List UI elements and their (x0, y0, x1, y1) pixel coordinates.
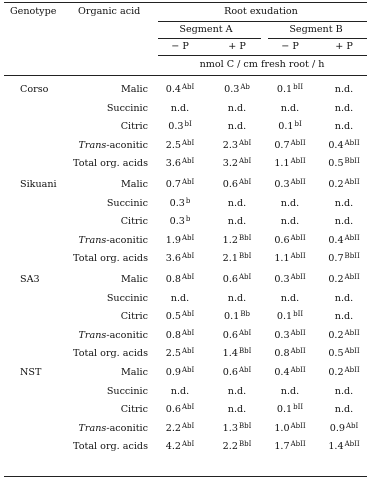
exudation-value-cell (223, 275, 252, 285)
exudation-value-cell (274, 349, 305, 359)
significance-letters: bII (293, 310, 304, 318)
organic-acid-name: Citric (120, 311, 148, 322)
exudation-value-cell (170, 217, 191, 227)
exudation-value-cell (165, 233, 195, 246)
significance-letters: bI (184, 120, 192, 128)
exudation-value-cell (281, 294, 299, 304)
exudation-value: 0.4 (328, 234, 344, 246)
exudation-value-cell (171, 294, 189, 304)
exudation-value: 0.5 (328, 348, 344, 359)
exudation-value: 0.6 (274, 234, 290, 246)
header-segment-b: Segment B (289, 24, 343, 35)
exudation-value: n.d. (334, 385, 354, 397)
organic-acid-name: -aconitic (106, 234, 148, 246)
significance-letters: AbII (344, 347, 360, 355)
exudation-value-cell (228, 294, 246, 304)
exudation-value-cell (166, 275, 195, 285)
organic-acid-italic-part: Trans (78, 329, 107, 341)
exudation-value-cell (222, 138, 252, 151)
exudation-value-cell (222, 233, 252, 246)
significance-letters: b (185, 196, 191, 205)
exudation-value: n.d. (334, 121, 354, 132)
exudation-value-cell (328, 180, 359, 190)
exudation-value: n.d. (334, 102, 354, 114)
significance-letters: AbI (238, 138, 252, 147)
exudation-value: 1.4 (222, 348, 238, 359)
exudation-value-cell (166, 312, 195, 322)
exudation-value: n.d. (227, 197, 247, 209)
exudation-value-cell (223, 180, 252, 190)
significance-letters: AbI (181, 421, 195, 430)
genotype-label: NST (20, 367, 42, 378)
exudation-value: n.d. (227, 404, 247, 415)
exudation-value: 0.2 (328, 367, 344, 378)
significance-letters: AbI (181, 178, 195, 186)
significance-letters: bII (293, 83, 304, 91)
bottom-rule (4, 476, 367, 477)
exudation-value-cell (228, 122, 246, 132)
significance-letters: AbII (290, 157, 306, 165)
exudation-value-cell (274, 233, 306, 246)
significance-letters: BbII (344, 157, 360, 165)
organic-acid-label (73, 159, 148, 169)
exudation-value: 0.2 (328, 274, 344, 285)
significance-letters: AbI (181, 403, 195, 411)
significance-letters: Ab (240, 83, 250, 91)
exudation-value-cell (328, 275, 359, 285)
significance-letters: AbII (290, 178, 306, 186)
exudation-value: 0.3 (274, 274, 290, 285)
significance-letters: AbII (344, 366, 360, 374)
exudation-value: n.d. (334, 311, 354, 322)
segment-b-underline (268, 38, 367, 39)
organic-acid-name: Succinic (106, 385, 148, 397)
exudation-value: 0.5 (165, 311, 181, 322)
exudation-value-cell (171, 104, 189, 114)
header-genotype: Genotype (10, 6, 57, 17)
exudation-value: 4.2 (165, 441, 181, 452)
exudation-value: 1.9 (165, 234, 181, 246)
exudation-value-cell (274, 442, 305, 452)
header-segment-a: Segment A (179, 24, 233, 35)
significance-letters: AbII (290, 252, 306, 260)
exudation-value-cell (223, 349, 252, 359)
organic-acid-italic-part: Trans (78, 139, 107, 151)
exudation-value: 0.6 (222, 329, 238, 341)
significance-letters: AbII (344, 138, 360, 147)
exudation-value-cell (328, 442, 359, 452)
organic-acid-name: -aconitic (106, 422, 148, 434)
exudation-value: 1.1 (274, 253, 290, 264)
significance-letters: AbII (344, 273, 360, 281)
exudation-value-cell (228, 387, 246, 397)
significance-letters: b (185, 215, 191, 223)
significance-letters: AbI (238, 178, 252, 186)
exudation-value: 2.2 (165, 422, 181, 434)
organic-acid-name: Total org. acids (73, 348, 148, 359)
exudation-value: 0.4 (328, 139, 344, 151)
significance-letters: AbI (345, 421, 359, 430)
significance-letters: BbI (238, 440, 252, 448)
header-condition: + P (335, 41, 353, 52)
exudation-value-cell (328, 349, 359, 359)
exudation-value: 0.7 (274, 139, 290, 151)
exudation-value-cell (223, 159, 252, 169)
organic-acid-italic-part: Trans (78, 234, 107, 246)
significance-letters: AbII (344, 440, 360, 448)
organic-acid-name: Succinic (106, 292, 148, 304)
exudation-value: n.d. (280, 216, 300, 227)
organic-acid-label (121, 405, 148, 415)
exudation-value: 3.6 (165, 158, 181, 169)
organic-acid-name: Malic (120, 367, 148, 378)
exudation-value-cell (166, 349, 195, 359)
exudation-value-cell (166, 405, 195, 415)
exudation-value-cell (166, 180, 195, 190)
exudation-value-cell (274, 254, 305, 264)
significance-letters: AbII (290, 138, 306, 147)
exudation-value: n.d. (280, 197, 300, 209)
organic-acid-label (73, 254, 148, 264)
genotype-label: Corso (20, 84, 49, 95)
significance-letters: AbI (181, 328, 195, 337)
exudation-value: 0.2 (328, 329, 344, 341)
exudation-value: 0.5 (328, 158, 344, 169)
significance-letters: BbI (238, 347, 252, 355)
significance-letters: AbII (290, 347, 306, 355)
exudation-value-cell (274, 421, 306, 434)
exudation-value-cell (277, 405, 303, 415)
exudation-value-cell (223, 368, 252, 378)
exudation-value: 0.2 (328, 179, 344, 190)
exudation-value: 2.2 (222, 441, 238, 452)
exudation-value-cell (222, 328, 252, 341)
organic-acid-name: Total org. acids (73, 253, 148, 264)
header-condition: + P (228, 41, 246, 52)
organic-acid-label (79, 331, 148, 341)
exudation-value: 0.3 (224, 84, 240, 95)
organic-acid-label (107, 294, 148, 304)
organic-acid-label (79, 236, 148, 246)
exudation-value-cell (169, 196, 191, 209)
significance-letters: AbI (238, 273, 252, 281)
organic-acid-label (107, 387, 148, 397)
exudation-value-cell (274, 275, 305, 285)
exudation-value: n.d. (227, 102, 247, 114)
exudation-value-cell (277, 312, 303, 322)
exudation-value: n.d. (334, 404, 354, 415)
significance-letters: AbI (181, 138, 195, 147)
organic-acid-name: Total org. acids (73, 158, 148, 169)
exudation-value-cell (328, 368, 359, 378)
organic-acid-name: Succinic (106, 197, 148, 209)
significance-letters: AbII (344, 233, 360, 242)
exudation-value: 0.4 (274, 367, 290, 378)
exudation-value: n.d. (334, 84, 354, 95)
exudation-value: 2.1 (222, 253, 238, 264)
exudation-value: 0.8 (165, 329, 181, 341)
exudation-value-cell (228, 217, 246, 227)
significance-letters: AbI (238, 366, 252, 374)
exudation-value-cell (281, 199, 299, 209)
organic-acid-name: Malic (120, 179, 148, 190)
significance-letters: Bb (240, 310, 250, 318)
exudation-value: n.d. (227, 216, 247, 227)
exudation-value-cell (228, 104, 246, 114)
significance-letters: AbII (290, 233, 306, 242)
exudation-value-cell (335, 199, 353, 209)
exudation-value-cell (274, 159, 305, 169)
exudation-value-cell (223, 254, 252, 264)
significance-letters: AbI (181, 157, 195, 165)
exudation-value-cell (168, 122, 192, 132)
exudation-value: n.d. (280, 385, 300, 397)
exudation-value-cell (335, 122, 353, 132)
exudation-value-cell (335, 312, 353, 322)
exudation-value: n.d. (227, 121, 247, 132)
organic-acid-italic-part: Trans (78, 422, 107, 434)
organic-acid-name: Malic (120, 84, 148, 95)
exudation-value: 0.3 (274, 179, 290, 190)
organic-acid-name: Total org. acids (73, 441, 148, 452)
organic-acid-label (121, 275, 148, 285)
exudation-value-cell (335, 85, 353, 95)
exudation-value-cell (328, 328, 360, 341)
significance-letters: AbII (344, 178, 360, 186)
header-condition: − P (171, 41, 189, 52)
exudation-value-cell (335, 294, 353, 304)
exudation-value-cell (274, 368, 305, 378)
exudation-value-cell (222, 421, 252, 434)
exudation-value-cell (224, 85, 250, 95)
header-root-exudation: Root exudation (224, 6, 298, 17)
organic-acid-label (79, 424, 148, 434)
organic-acid-label (121, 368, 148, 378)
header-condition: − P (281, 41, 299, 52)
exudation-value-cell (166, 85, 195, 95)
exudation-value: 2.5 (165, 348, 181, 359)
exudation-value-cell (166, 368, 195, 378)
significance-letters: AbI (181, 273, 195, 281)
significance-letters: BbII (344, 252, 360, 260)
exudation-value: 1.0 (274, 422, 290, 434)
significance-letters: BbI (238, 252, 252, 260)
exudation-value: n.d. (170, 292, 190, 304)
significance-letters: BbI (238, 421, 252, 430)
exudation-value-cell (228, 199, 246, 209)
exudation-value: 0.1 (224, 311, 240, 322)
organic-acid-label (121, 180, 148, 190)
exudation-value: 0.8 (165, 274, 181, 285)
exudation-value-cell (281, 217, 299, 227)
exudation-value-cell (166, 159, 195, 169)
exudation-value: 2.5 (165, 139, 181, 151)
exudation-value-cell (274, 180, 305, 190)
significance-letters: AbII (290, 328, 306, 337)
exudation-value-cell (166, 254, 195, 264)
organic-acid-name: Malic (120, 274, 148, 285)
exudation-value: 0.7 (328, 253, 344, 264)
exudation-value-cell (165, 328, 195, 341)
header-organic-acid: Organic acid (78, 6, 141, 17)
exudation-value: 0.6 (222, 179, 238, 190)
exudation-value: 0.1 (276, 404, 293, 415)
exudation-value: n.d. (280, 102, 300, 114)
exudation-value-cell (278, 122, 302, 132)
exudation-value: 0.9 (165, 367, 181, 378)
organic-acid-label (73, 442, 148, 452)
root-exudation-underline (158, 21, 367, 22)
organic-acid-name: Succinic (106, 102, 148, 114)
header-bottom-rule (4, 75, 367, 76)
exudation-value-cell (165, 138, 195, 151)
exudation-value-cell (328, 138, 360, 151)
exudation-value: 0.1 (278, 121, 294, 132)
exudation-value: 1.1 (274, 158, 290, 169)
exudation-value-cell (274, 138, 306, 151)
significance-letters: AbI (181, 252, 195, 260)
organic-acid-label (73, 349, 148, 359)
exudation-value: n.d. (334, 197, 354, 209)
exudation-value: n.d. (170, 102, 190, 114)
exudation-value-cell (328, 233, 360, 246)
significance-letters: bII (293, 403, 304, 411)
exudation-value: 3.6 (165, 253, 181, 264)
exudation-value: 0.3 (274, 329, 290, 341)
exudation-value-cell (281, 387, 299, 397)
organic-acid-label (121, 312, 148, 322)
significance-letters: bI (294, 120, 302, 128)
top-rule (4, 2, 367, 3)
exudation-value: 0.1 (276, 311, 293, 322)
organic-acid-label (107, 104, 148, 114)
genotype-label: SA3 (20, 274, 40, 285)
exudation-value-cell (328, 254, 359, 264)
organic-acid-label (121, 122, 148, 132)
exudation-value: 0.6 (165, 404, 181, 415)
significance-letters: AbII (290, 366, 306, 374)
exudation-value: 0.7 (165, 179, 181, 190)
exudation-value: 0.3 (168, 121, 184, 132)
organic-acid-name: Citric (120, 404, 148, 415)
exudation-value-cell (228, 405, 246, 415)
exudation-value-cell (166, 442, 195, 452)
exudation-value-cell (223, 442, 252, 452)
header-unit: nmol C / cm fresh root / h (199, 59, 325, 70)
organic-acid-name: -aconitic (106, 329, 148, 341)
exudation-value: 0.8 (274, 348, 290, 359)
exudation-value-cell (335, 387, 353, 397)
exudation-value: n.d. (170, 385, 190, 397)
significance-letters: AbI (238, 157, 252, 165)
segment-a-underline (158, 38, 261, 39)
significance-letters: AbII (290, 421, 306, 430)
significance-letters: BbI (238, 233, 252, 242)
exudation-value: n.d. (227, 385, 247, 397)
exudation-value-cell (335, 217, 353, 227)
exudation-value-cell (335, 104, 353, 114)
organic-acid-label (107, 199, 148, 209)
significance-letters: AbI (181, 233, 195, 242)
organic-acid-name: -aconitic (106, 139, 148, 151)
exudation-value-cell (329, 421, 359, 434)
organic-acid-name: Citric (120, 216, 148, 227)
significance-letters: AbI (181, 83, 195, 91)
exudation-value-cell (281, 104, 299, 114)
significance-letters: AbI (181, 366, 195, 374)
significance-letters: AbI (238, 328, 252, 337)
significance-letters: AbI (181, 310, 195, 318)
exudation-value-cell (335, 405, 353, 415)
exudation-value-cell (274, 328, 306, 341)
exudation-value: 0.6 (222, 274, 238, 285)
significance-letters: AbII (290, 273, 306, 281)
exudation-value: 0.3 (169, 216, 185, 227)
significance-letters: AbII (344, 328, 360, 337)
conditions-underline (158, 55, 367, 56)
organic-acid-label (121, 217, 148, 227)
exudation-value: 1.2 (222, 234, 238, 246)
exudation-value: 2.3 (222, 139, 238, 151)
exudation-value: 0.6 (222, 367, 238, 378)
exudation-value-cell (171, 387, 189, 397)
exudation-value: n.d. (227, 292, 247, 304)
exudation-value: 1.3 (222, 422, 238, 434)
significance-letters: AbII (290, 440, 306, 448)
exudation-value: 0.9 (329, 422, 345, 434)
organic-acid-name: Citric (120, 121, 148, 132)
exudation-value-cell (277, 85, 303, 95)
exudation-value: 0.1 (276, 84, 293, 95)
exudation-value-cell (328, 159, 359, 169)
significance-letters: AbI (181, 347, 195, 355)
genotype-label: Sikuani (20, 179, 57, 190)
exudation-value: n.d. (280, 292, 300, 304)
exudation-value: 1.7 (274, 441, 290, 452)
exudation-value-cell (165, 421, 195, 434)
exudation-value-cell (224, 312, 250, 322)
exudation-value: n.d. (334, 216, 354, 227)
significance-letters: AbI (181, 440, 195, 448)
exudation-value: 1.4 (328, 441, 344, 452)
exudation-value: 3.2 (222, 158, 238, 169)
organic-acid-label (121, 85, 148, 95)
exudation-value: n.d. (334, 292, 354, 304)
organic-acid-label (79, 141, 148, 151)
exudation-value: 0.3 (169, 197, 185, 209)
exudation-value: 0.4 (165, 84, 181, 95)
